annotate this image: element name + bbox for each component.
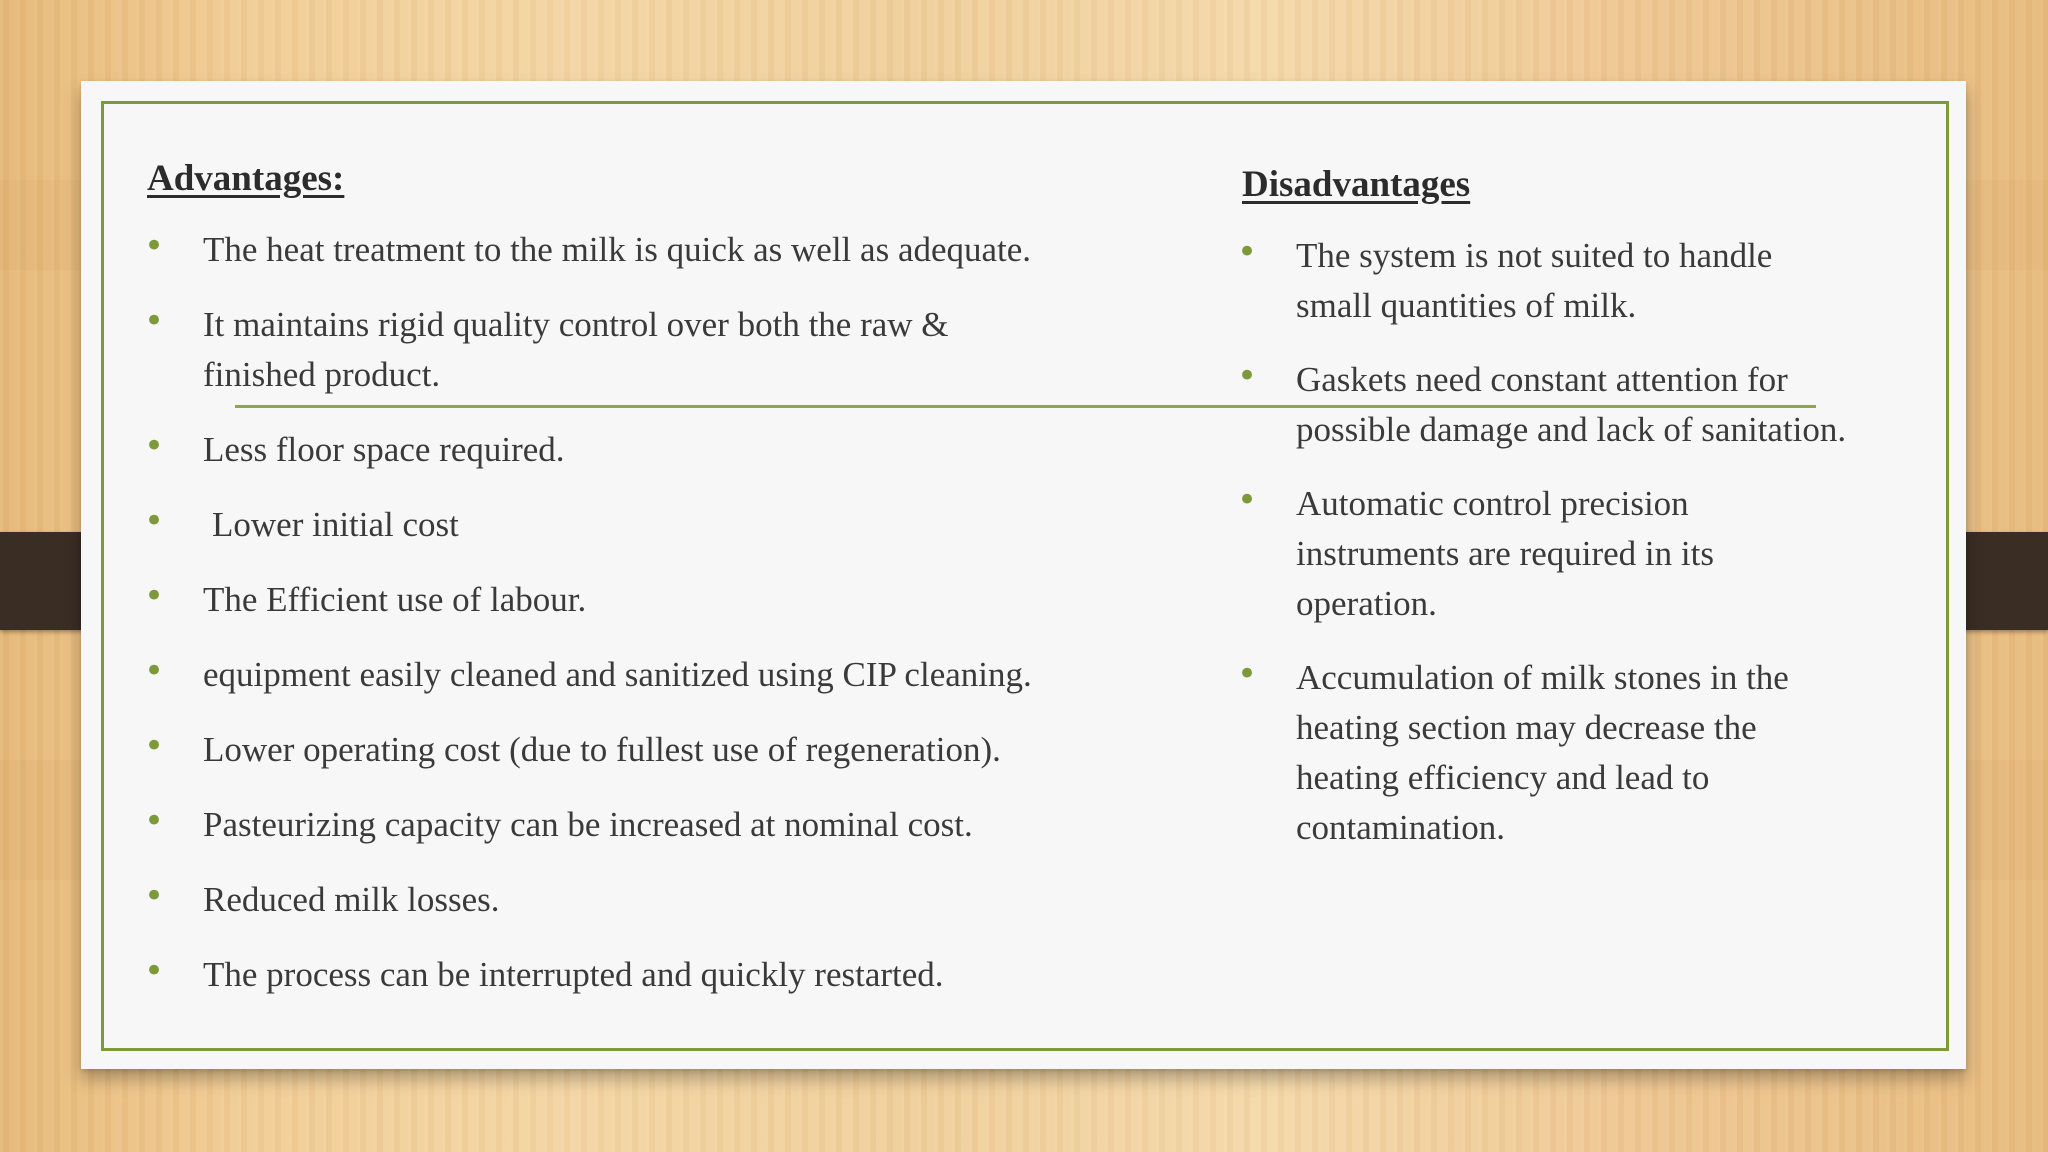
advantage-text: Lower initial cost	[212, 505, 459, 544]
advantage-text: It maintains rigid quality control over both the raw & finished product.	[203, 305, 949, 394]
disadvantage-text: Accumulation of milk stones in the heating section may decrease the heating efficiency and lead to contamination.	[1296, 658, 1789, 847]
bullet-icon: •	[144, 951, 165, 991]
bullet-icon: •	[144, 876, 165, 916]
advantages-list-item	[144, 500, 1164, 550]
bullet-icon: •	[144, 301, 165, 341]
bullet-icon: •	[144, 226, 165, 266]
advantages-list-item	[144, 300, 1164, 400]
advantages-list	[144, 225, 1164, 1025]
bullet-icon: •	[144, 426, 165, 466]
bullet-icon: •	[1237, 232, 1258, 272]
disadvantages-list-item	[1237, 231, 1917, 331]
advantage-text: The process can be interrupted and quickly restarted.	[203, 955, 944, 994]
disadvantages-list-item	[1237, 479, 1917, 629]
advantages-list-item	[144, 725, 1164, 775]
advantage-text: Pasteurizing capacity can be increased at nominal cost.	[203, 805, 973, 844]
advantage-text: Lower operating cost (due to fullest use of regeneration).	[203, 730, 1001, 769]
bullet-icon: •	[144, 501, 165, 541]
advantages-list-item	[144, 950, 1164, 1000]
advantage-text: Reduced milk losses.	[203, 880, 500, 919]
bullet-icon: •	[144, 576, 165, 616]
bullet-icon: •	[144, 801, 165, 841]
advantage-text: Less floor space required.	[203, 430, 565, 469]
advantage-text: The heat treatment to the milk is quick as well as adequate.	[203, 230, 1032, 269]
disadvantage-text: The system is not suited to handle small quantities of milk.	[1296, 236, 1773, 325]
disadvantages-list	[1237, 231, 1917, 877]
bullet-icon: •	[144, 726, 165, 766]
advantages-list-item	[144, 650, 1164, 700]
bullet-icon: •	[144, 651, 165, 691]
disadvantages-list-item	[1237, 653, 1917, 853]
advantages-list-item	[144, 425, 1164, 475]
disadvantage-text: Automatic control precision instruments are required in its operation.	[1296, 484, 1714, 623]
disadvantage-text: Gaskets need constant attention for possible damage and lack of sanitation.	[1296, 360, 1847, 449]
advantages-list-item	[144, 575, 1164, 625]
advantage-text: equipment easily cleaned and sanitized using CIP cleaning.	[203, 655, 1032, 694]
slide-card	[81, 81, 1966, 1069]
advantages-heading: Advantages:	[147, 158, 345, 199]
bullet-icon: •	[1237, 356, 1258, 396]
advantages-list-item	[144, 225, 1164, 275]
advantages-list-item	[144, 875, 1164, 925]
advantages-list-item	[144, 800, 1164, 850]
bullet-icon: •	[1237, 654, 1258, 694]
advantage-text: The Efficient use of labour.	[203, 580, 587, 619]
disadvantages-heading: Disadvantages	[1242, 164, 1471, 205]
bullet-icon: •	[1237, 480, 1258, 520]
disadvantages-list-item	[1237, 355, 1917, 455]
